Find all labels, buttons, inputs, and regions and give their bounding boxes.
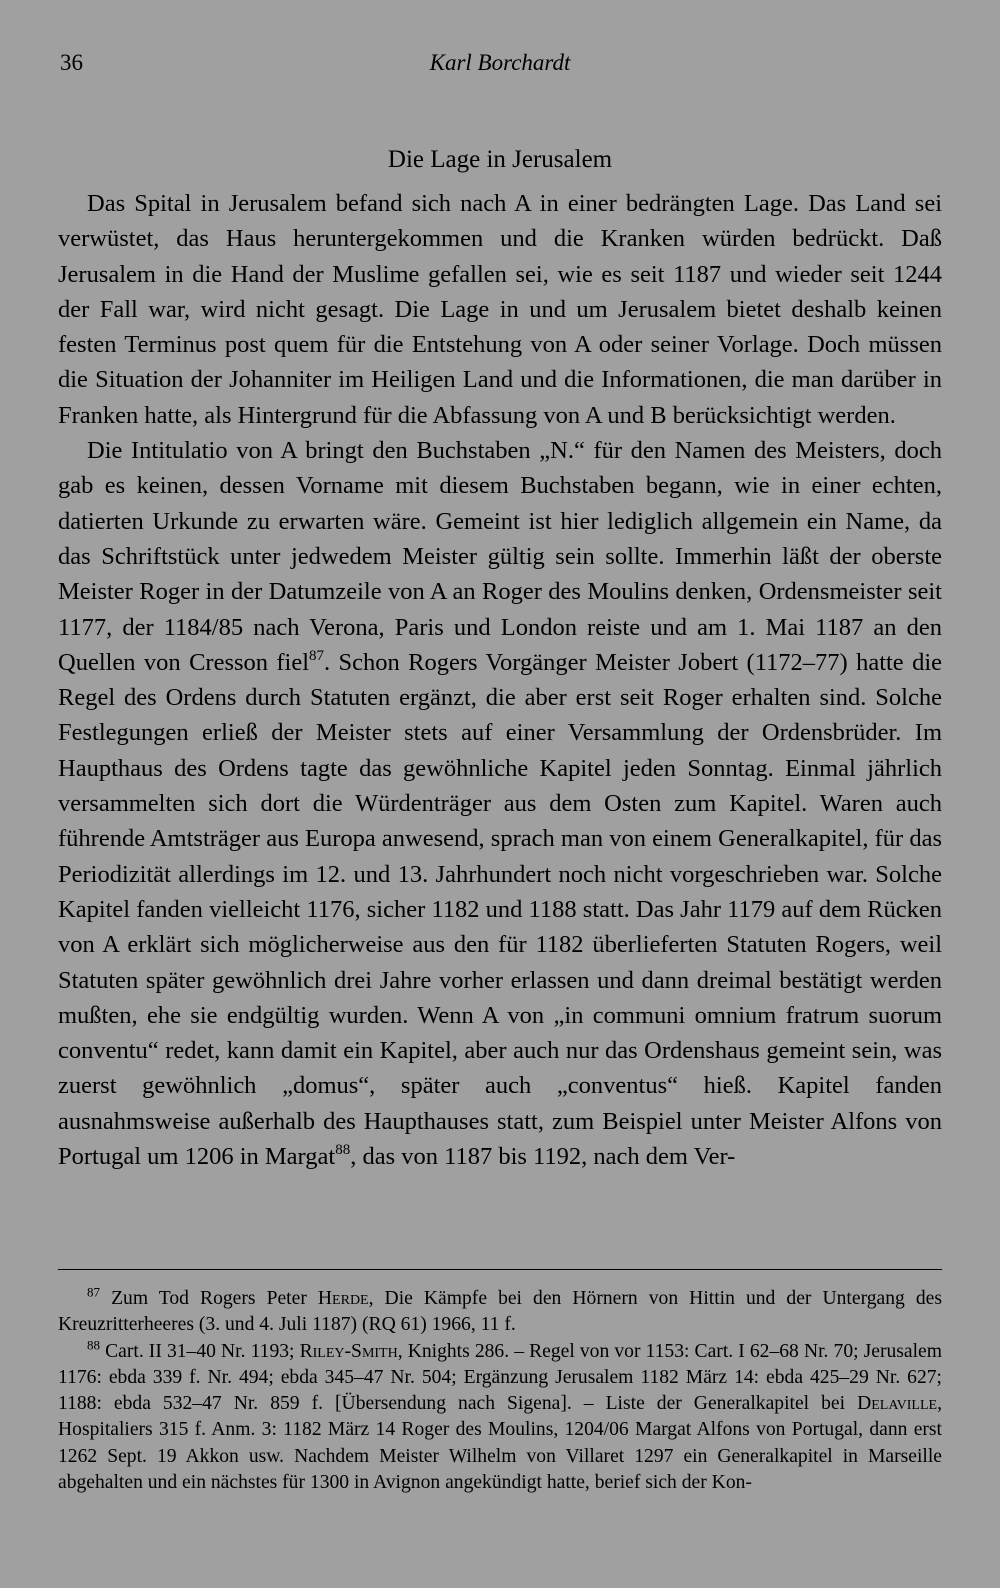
footnote-text: , Hospitaliers 315 f. Anm. 3: 1182 März 14 Roger des Moulins, 1204/06 Margat Alfons von Portugal, dann erst 1262 Sept. 19 Akkon usw. Nachdem Meister Wilhelm von Villaret 1297 ein Generalkapitel in Marseille abgehalten und ein nächstes für 1300 in Avignon angekündigt hatte, berief sich der Kon- (58, 1393, 942, 1494)
footnote-text: Zum Tod Rogers Peter (111, 1288, 318, 1309)
footnote-author: Herde (317, 1288, 369, 1309)
footnote (58, 1339, 942, 1497)
footnote-number: 87 (87, 1284, 100, 1300)
footnote-reference[interactable]: 88 (335, 1141, 351, 1158)
running-head-author: Karl Borchardt (429, 50, 571, 75)
footnote-number: 88 (87, 1337, 100, 1353)
footnote-author: Riley-Smith (299, 1340, 398, 1362)
footnote-reference[interactable]: 87 (309, 647, 325, 664)
footnotes (58, 1286, 942, 1496)
paragraph-text: Das Spital in Jerusalem befand sich nach A in einer bedrängten Lage. Das Land sei verwüstet, das Haus heruntergekommen und die Kranken würden bedrückt. Daß Jerusalem in die Hand der Muslime gefallen sei, wie es seit 1187 und wieder seit 1244 der Fall war, wird nicht gesagt. Die Lage in und um Jerusalem bietet deshalb keinen festen Terminus post quem für die Entstehung von A oder seiner Vorlage. Doch müssen die Situation der Johanniter im Heiligen Land und die Informationen, die man darüber in Franken hatte, als Hintergrund für die Abfassung von A und B berücksichtigt werden. (58, 190, 942, 429)
footnote-text: , Knights 286. – Regel von vor 1153: Cart. I 62–68 Nr. 70; Jerusalem 1176: ebda 339 f. Nr. 494; ebda 345–47 Nr. 504; Ergänzung Jerusalem 1182 März 14: ebda 425–29 Nr. 627; 1188: ebda 532–47 Nr. 859 f. [Übersendung nach Sigena]. – Liste der Generalkapitel bei (58, 1340, 942, 1415)
footnote-text: Cart. II 31–40 Nr. 1193; (105, 1340, 300, 1362)
paragraph-text: . Schon Rogers Vorgänger Meister Jobert (1172–77) hatte die Regel des Ordens durch Statuten ergänzt, die aber erst seit Roger erhalten sind. Solche Festlegungen erließ der Meister stets auf einer Versammlung der Ordensbrüder. Im Haupthaus des Ordens tagte das gewöhnliche Kapitel jeden Sonntag. Einmal jährlich versammelten sich dort die Würdenträger aus dem Osten zum Kapitel. Waren auch führende Amtsträger aus Europa anwesend, sprach man von einem Generalkapitel, für das Periodizität allerdings im 12. und 13. Jahrhundert noch nicht vorgeschrieben war. Solche Kapitel fanden vielleicht 1176, sicher 1182 und 1188 statt. Das Jahr 1179 auf dem Rücken von A erklärt sich möglicherweise aus den für 1182 überlieferten Statuten Rogers, weil Statuten später gewöhnlich drei Jahre vorher erlassen und dann dreimal bestätigt werden mußten, ehe sie endgültig wurden. Wenn A von „in communi omnium fratrum suorum conventu“ redet, kann damit ein Kapitel, aber auch nur das Ordenshaus gemeint sein, was zuerst gewöhnlich „domus“, später auch „conventus“ hieß. Kapitel fanden ausnahmsweise außerhalb des Haupthauses statt, zum Beispiel unter Meister Alfons von Portugal um 1206 in Margat (58, 648, 942, 1171)
section-heading: Die Lage in Jerusalem (387, 146, 613, 173)
footnote-author: Delaville (857, 1393, 938, 1415)
body-text (58, 186, 942, 1174)
footnote (58, 1286, 942, 1339)
page-number: 36 (60, 50, 83, 75)
footnote-text: , Die Kämpfe bei den Hörnern von Hittin und der Untergang des Kreuzritterheeres (3. und 4. Juli 1187) (RQ 61) 1966, 11 f. (58, 1288, 942, 1336)
paragraph-text: Die Intitulatio von A bringt den Buchstaben „N.“ für den Namen des Meisters, doch gab es keinen, dessen Vorname mit diesem Buchstaben begann, wie in einer echten, datierten Urkunde zu erwarten wäre. Gemeint ist hier lediglich allgemein ein Name, da das Schriftstück unter jedwedem Meister gültig sein sollte. Immerhin läßt der oberste Meister Roger in der Datumzeile von A an Roger des Moulins denken, Ordensmeister seit 1177, der 1184/85 nach Verona, Paris und London reiste und am 1. Mai 1187 an den Quellen von Cresson fiel (58, 437, 942, 676)
paragraph (58, 433, 942, 1174)
footnote-divider (58, 1269, 942, 1270)
paragraph-text: , das von 1187 bis 1192, nach dem Ver- (350, 1143, 736, 1171)
paragraph (58, 186, 942, 433)
running-head (60, 50, 940, 82)
